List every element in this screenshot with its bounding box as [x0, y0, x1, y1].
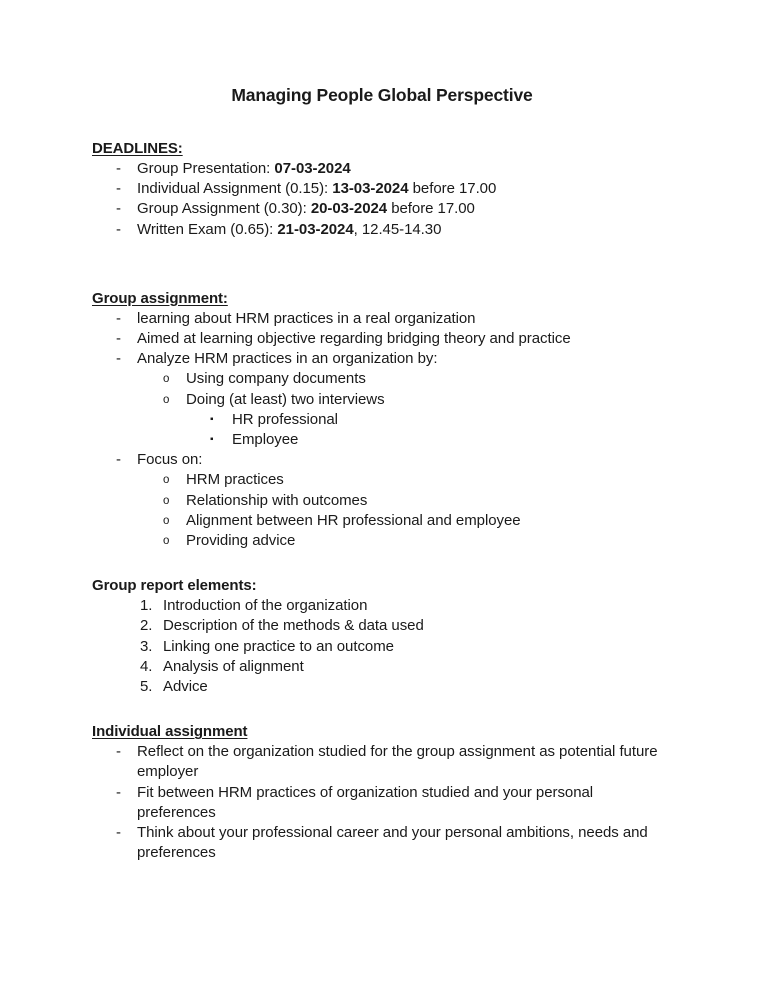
heading-group-report-elements: Group report elements:: [92, 577, 257, 595]
list-item-text: Using company documents: [186, 370, 366, 388]
circle-bullet-icon: o: [163, 393, 170, 406]
list-item-text: [137, 179, 672, 199]
list-item: [92, 511, 672, 531]
dash-bullet-icon: -: [116, 743, 121, 761]
list-item: [92, 220, 672, 240]
section-group-assignment: [92, 288, 672, 551]
circle-bullet-icon: o: [163, 514, 170, 527]
list-item: [92, 657, 672, 677]
item-suffix: , 12.45-14.30: [353, 220, 442, 238]
dash-bullet-icon: -: [116, 309, 121, 327]
item-prefix: Group Assignment (0.30):: [137, 200, 311, 218]
list-item: [92, 783, 672, 823]
list-item-text: Reflect on the organization studied for the group assignment as potential future employer: [137, 743, 658, 781]
section-spacer: [92, 551, 672, 575]
square-bullet-icon: ▪: [210, 413, 214, 425]
square-bullet-icon: ▪: [210, 434, 214, 446]
dash-bullet-icon: -: [116, 220, 121, 238]
group-assignment-list: [92, 309, 672, 370]
list-item-text: Relationship with outcomes: [186, 491, 368, 509]
circle-bullet-icon: o: [163, 535, 170, 548]
page-title: Managing People Global Perspective: [231, 85, 533, 105]
group-report-elements-list: [92, 596, 672, 697]
list-number: 3.: [140, 637, 153, 655]
list-item: [92, 531, 672, 551]
list-item-text: Think about your professional career and your personal ambitions, needs and preferences: [137, 824, 648, 862]
list-item-text: Focus on:: [137, 451, 203, 469]
group-assignment-focus-sublist: [92, 470, 672, 551]
item-prefix: Group Presentation:: [137, 160, 275, 177]
list-item: [92, 742, 672, 782]
list-item: [92, 390, 672, 410]
individual-assignment-list: [92, 742, 672, 863]
list-number: 4.: [140, 657, 153, 675]
heading-deadlines: DEADLINES:: [92, 140, 183, 157]
list-item: [92, 199, 672, 219]
dash-bullet-icon: -: [116, 160, 121, 177]
list-item: [92, 470, 672, 490]
list-item: [92, 159, 672, 179]
section-individual-assignment: [92, 721, 672, 863]
list-number: 2.: [140, 617, 153, 635]
list-item-text: Alignment between HR professional and employee: [186, 511, 521, 529]
dash-bullet-icon: -: [116, 180, 121, 198]
dash-bullet-icon: -: [116, 783, 121, 801]
document-body: [92, 138, 672, 863]
list-item-text: Doing (at least) two interviews: [186, 390, 385, 408]
list-item-text: Analyze HRM practices in an organization by:: [137, 350, 438, 368]
list-item-text: learning about HRM practices in a real organization: [137, 309, 476, 327]
item-suffix: before 17.00: [387, 200, 475, 218]
item-date: 21-03-2024: [277, 220, 354, 238]
list-item: [92, 430, 672, 450]
section-spacer: [92, 697, 672, 721]
section-group-report-elements: [92, 575, 672, 697]
dash-bullet-icon: -: [116, 451, 121, 469]
item-date: 07-03-2024: [274, 160, 351, 177]
list-item: [92, 616, 672, 636]
circle-bullet-icon: o: [163, 474, 170, 487]
group-assignment-sublist-methods: [92, 369, 672, 409]
list-item: [92, 596, 672, 616]
list-item: [92, 329, 672, 349]
list-item: [92, 450, 672, 470]
dash-bullet-icon: -: [116, 330, 121, 348]
section-spacer: [92, 240, 672, 264]
list-item: [92, 410, 672, 430]
list-item: [92, 309, 672, 329]
list-number: 5.: [140, 678, 153, 696]
list-item: [92, 823, 672, 863]
list-item: [92, 491, 672, 511]
item-date: 20-03-2024: [310, 200, 388, 218]
deadlines-list: [92, 159, 672, 240]
list-number: 1.: [140, 597, 153, 615]
list-item-text: Fit between HRM practices of organization studied and your personal preferences: [137, 783, 594, 821]
list-item-text: HR professional: [232, 410, 338, 428]
circle-bullet-icon: o: [163, 494, 170, 507]
list-item: [92, 179, 672, 199]
list-item-text: [137, 199, 672, 219]
list-item-text: Description of the methods & data used: [163, 617, 424, 635]
item-prefix: Individual Assignment (0.15):: [137, 180, 333, 198]
group-assignment-focus-list: [92, 450, 672, 470]
list-item-text: Employee: [232, 431, 299, 449]
list-item-text: Analysis of alignment: [163, 657, 304, 675]
item-suffix: before 17.00: [408, 180, 497, 198]
list-item: [92, 349, 672, 369]
list-item-text: [137, 220, 672, 240]
list-item: [92, 637, 672, 657]
list-item-text: HRM practices: [186, 471, 284, 489]
group-assignment-interviewees-list: [92, 410, 672, 450]
list-item: [92, 369, 672, 389]
dash-bullet-icon: -: [116, 824, 121, 842]
section-deadlines: [92, 138, 672, 240]
dash-bullet-icon: -: [116, 350, 121, 368]
list-item-text: Linking one practice to an outcome: [163, 637, 394, 655]
list-item-text: Introduction of the organization: [163, 597, 368, 615]
list-item-text: Aimed at learning objective regarding bridging theory and practice: [137, 330, 571, 348]
item-date: 13-03-2024: [332, 180, 409, 198]
heading-individual-assignment: Individual assignment: [92, 723, 248, 741]
list-item-text: [137, 159, 672, 179]
item-prefix: Written Exam (0.65):: [137, 220, 278, 238]
dash-bullet-icon: -: [116, 200, 121, 218]
section-spacer: [92, 264, 672, 288]
list-item-text: Providing advice: [186, 532, 296, 550]
circle-bullet-icon: o: [163, 373, 170, 386]
list-item-text: Advice: [163, 678, 208, 696]
list-item: [92, 677, 672, 697]
heading-group-assignment: Group assignment:: [92, 289, 228, 307]
